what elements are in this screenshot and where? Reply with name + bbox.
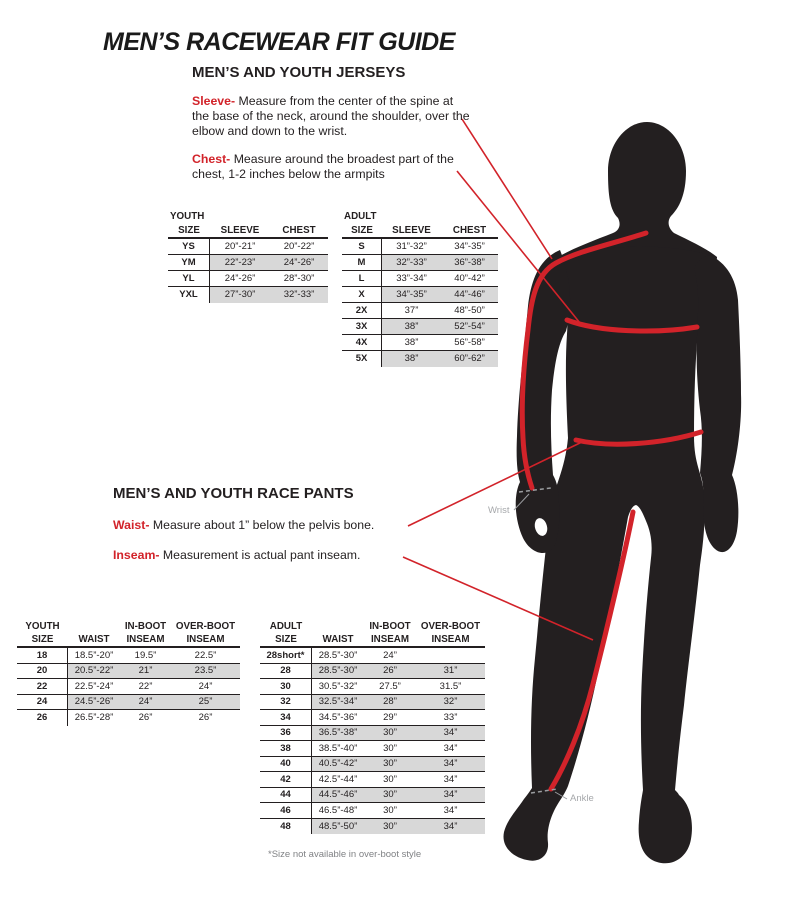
sleeve-text: Measure from the center of the spine at the base of the neck, around the shoulder, over the elbow and down to the wrist. (192, 94, 470, 138)
table-cell: 29” (383, 711, 397, 723)
table-cell: 22 (17, 679, 68, 694)
table-cell: 28 (260, 664, 312, 679)
table-cell (68, 620, 120, 633)
table-cell: OVER-BOOT (175, 620, 236, 632)
table-row (17, 695, 240, 711)
table-cell: 30” (364, 819, 416, 835)
adult-jersey-table-label: ADULT (344, 211, 377, 222)
table-cell: CHEST (282, 224, 316, 236)
table-cell: 42.5”-44” (318, 773, 358, 785)
pants-heading: MEN’S AND YOUTH RACE PANTS (113, 485, 354, 502)
table-cell: 34” (416, 757, 485, 772)
table-cell: L (342, 271, 382, 286)
table-cell (312, 620, 364, 633)
table-cell: 27.5” (379, 680, 401, 692)
table-row (17, 679, 240, 695)
table-row (260, 788, 485, 804)
table-row (342, 271, 498, 287)
table-cell: 36.5”-38” (312, 726, 364, 741)
table-cell: CHEST (452, 224, 487, 236)
table-cell: 24” (198, 680, 213, 692)
table-cell: 34”-35” (454, 240, 485, 252)
table-cell: 44”-46” (441, 287, 498, 302)
table-cell: 28.5”-30” (318, 649, 358, 661)
table-row (260, 648, 485, 664)
table-cell: YXL (168, 287, 210, 303)
table-row (342, 287, 498, 303)
waist-label: Waist- (113, 518, 150, 532)
table-cell: SIZE (31, 633, 54, 645)
table-cell: 44 (260, 788, 312, 803)
table-row (260, 695, 485, 711)
table-row (342, 351, 498, 367)
table-cell: YS (168, 239, 210, 254)
table-cell: 48 (260, 819, 312, 835)
table-cell: INSEAM (186, 633, 225, 645)
table-cell: 42 (260, 772, 312, 787)
table-cell: 34” (443, 742, 458, 754)
table-row (168, 287, 328, 303)
table-row (260, 757, 485, 773)
table-cell: 4X (342, 335, 382, 350)
table-cell: 28” (364, 695, 416, 710)
table-cell: 34” (416, 726, 485, 741)
table-cell: ADULT (269, 620, 303, 632)
table-cell: 24” (383, 649, 397, 661)
table-cell: 23.5” (171, 664, 240, 679)
table-cell: 38 (260, 741, 312, 756)
table-cell: 22”-23” (210, 255, 270, 270)
table-row (260, 741, 485, 757)
pants-footnote: *Size not available in over-boot style (268, 849, 422, 860)
table-cell: 19.5” (134, 649, 157, 661)
table-cell: 22.5” (194, 649, 217, 661)
table-cell: 34.5”-36” (318, 711, 358, 723)
table-cell: 56”-58” (454, 336, 485, 348)
table-cell: 28short* (260, 648, 312, 663)
table-cell: 38” (382, 319, 441, 334)
table-cell: 2X (342, 303, 382, 318)
table-cell: 18 (17, 648, 68, 663)
table-cell: S (342, 239, 382, 254)
table-cell: 30” (364, 726, 416, 741)
table-cell: 36 (260, 726, 312, 741)
table-row (17, 648, 240, 664)
table-cell: 26 (17, 710, 68, 726)
table-cell: 32” (416, 695, 485, 710)
table-row (17, 633, 240, 648)
table-cell: INSEAM (370, 633, 410, 645)
table-row (342, 224, 498, 239)
table-row (342, 255, 498, 271)
table-cell: 34” (443, 773, 458, 785)
table-cell: 24”-26” (224, 272, 256, 284)
table-cell: 34” (416, 819, 485, 835)
jerseys-heading: MEN’S AND YOUTH JERSEYS (192, 64, 406, 81)
table-cell: SLEEVE (392, 224, 431, 236)
table-cell: 48”-50” (454, 304, 485, 316)
table-cell: WAIST (78, 633, 110, 645)
table-cell: 60”-62” (441, 351, 498, 367)
table-cell: SIZE (275, 633, 297, 645)
table-cell: 30” (364, 757, 416, 772)
table-cell: 38” (382, 351, 441, 367)
youth-jersey-table (168, 224, 328, 303)
table-cell: 46.5”-48” (318, 804, 358, 816)
table-row (260, 819, 485, 835)
table-cell: 27”-30” (210, 287, 270, 303)
adult-jersey-table (342, 224, 498, 367)
table-cell: 26” (198, 712, 213, 723)
table-row (342, 303, 498, 319)
table-cell (416, 648, 485, 663)
table-cell: 48.5”-50” (312, 819, 364, 835)
table-row (168, 255, 328, 271)
table-cell: YM (168, 255, 210, 270)
ankle-figure-label: Ankle (570, 793, 594, 804)
table-cell: 30.5”-32” (318, 680, 358, 692)
table-cell: SIZE (178, 224, 200, 236)
table-cell: 34”-35” (382, 287, 441, 302)
table-row (260, 679, 485, 695)
table-row (260, 664, 485, 680)
table-row (168, 224, 328, 239)
inseam-label: Inseam- (113, 548, 160, 562)
table-row (17, 620, 240, 633)
table-cell: 52”-54” (441, 319, 498, 334)
inseam-description (113, 548, 360, 563)
table-cell: OVER-BOOT (420, 620, 481, 632)
table-cell: 30” (383, 742, 397, 754)
table-cell: IN-BOOT (369, 620, 411, 632)
chest-description (192, 152, 454, 182)
table-cell: 30” (383, 773, 397, 785)
table-cell: 18.5”-20” (74, 649, 114, 661)
table-cell: 20 (17, 664, 68, 679)
table-cell: 20.5”-22” (68, 664, 120, 679)
table-row (260, 633, 485, 648)
table-cell: 33”-34” (396, 272, 427, 284)
table-cell: 22.5”-24” (74, 680, 114, 692)
table-cell: 26.5”-28” (74, 712, 114, 723)
waist-description (113, 518, 374, 533)
table-cell: 21” (120, 664, 171, 679)
table-cell: 31” (416, 664, 485, 679)
table-cell: 38.5”-40” (318, 742, 358, 754)
table-cell: 36”-38” (441, 255, 498, 270)
table-row (17, 664, 240, 680)
table-cell: YOUTH (25, 620, 60, 632)
table-cell: 20”-22” (283, 240, 315, 252)
table-cell: 34 (260, 710, 312, 725)
table-cell: YL (168, 271, 210, 286)
youth-pants-table (17, 620, 240, 726)
page-title: MEN’S RACEWEAR FIT GUIDE (103, 28, 455, 56)
table-row (168, 239, 328, 255)
table-row (260, 803, 485, 819)
table-cell: 33” (443, 711, 458, 723)
table-cell: 26” (138, 712, 153, 723)
waist-text: Measure about 1” below the pelvis bone. (152, 518, 375, 532)
table-cell: 40.5”-42” (312, 757, 364, 772)
table-cell: 30” (383, 804, 397, 816)
wrist-figure-label: Wrist (488, 505, 510, 516)
table-cell: INSEAM (431, 633, 470, 645)
table-cell: IN-BOOT (124, 620, 167, 632)
adult-pants-table (260, 620, 485, 834)
table-row (17, 710, 240, 726)
table-cell: INSEAM (126, 633, 165, 645)
table-row (260, 710, 485, 726)
inseam-text: Measurement is actual pant inseam. (162, 548, 361, 562)
table-cell: 34” (416, 788, 485, 803)
table-cell: WAIST (322, 633, 354, 645)
table-cell: 30 (260, 679, 312, 694)
table-row (342, 239, 498, 255)
table-cell: 38” (404, 336, 419, 348)
table-cell: 32.5”-34” (312, 695, 364, 710)
table-cell: X (342, 287, 382, 302)
table-cell: 40”-42” (454, 272, 485, 284)
table-cell: 31.5” (439, 680, 462, 692)
table-row (260, 620, 485, 633)
table-cell: 24.5”-26” (68, 695, 120, 710)
table-cell: 24”-26” (270, 255, 328, 270)
table-row (260, 726, 485, 742)
table-cell: 37” (404, 304, 419, 316)
table-cell: 28.5”-30” (312, 664, 364, 679)
table-row (342, 335, 498, 351)
table-cell: 5X (342, 351, 382, 367)
chest-text: Measure around the broadest part of the chest, 1-2 inches below the armpits (192, 152, 454, 181)
table-cell: 40 (260, 757, 312, 772)
table-cell: 25” (171, 695, 240, 710)
table-cell: 20”-21” (224, 240, 256, 252)
table-cell: 22” (138, 680, 153, 692)
sleeve-description (192, 94, 470, 138)
table-cell: 32 (260, 695, 312, 710)
table-cell: 24 (17, 695, 68, 710)
table-cell: 26” (364, 664, 416, 679)
table-cell: 32”-33” (382, 255, 441, 270)
table-cell: 30” (364, 788, 416, 803)
table-row (260, 772, 485, 788)
youth-jersey-table-label: YOUTH (170, 211, 205, 222)
chest-label: Chest- (192, 152, 231, 166)
table-cell: 31”-32” (396, 240, 427, 252)
table-cell: 44.5”-46” (312, 788, 364, 803)
table-cell: M (342, 255, 382, 270)
table-cell: SIZE (351, 224, 373, 236)
table-row (168, 271, 328, 287)
table-row (342, 319, 498, 335)
table-cell: 32”-33” (270, 287, 328, 303)
table-cell: 46 (260, 803, 312, 818)
table-cell: SLEEVE (220, 224, 260, 236)
table-cell: 28”-30” (283, 272, 315, 284)
sleeve-label: Sleeve- (192, 94, 236, 108)
table-cell: 3X (342, 319, 382, 334)
table-cell: 24” (120, 695, 171, 710)
table-cell: 34” (443, 804, 458, 816)
